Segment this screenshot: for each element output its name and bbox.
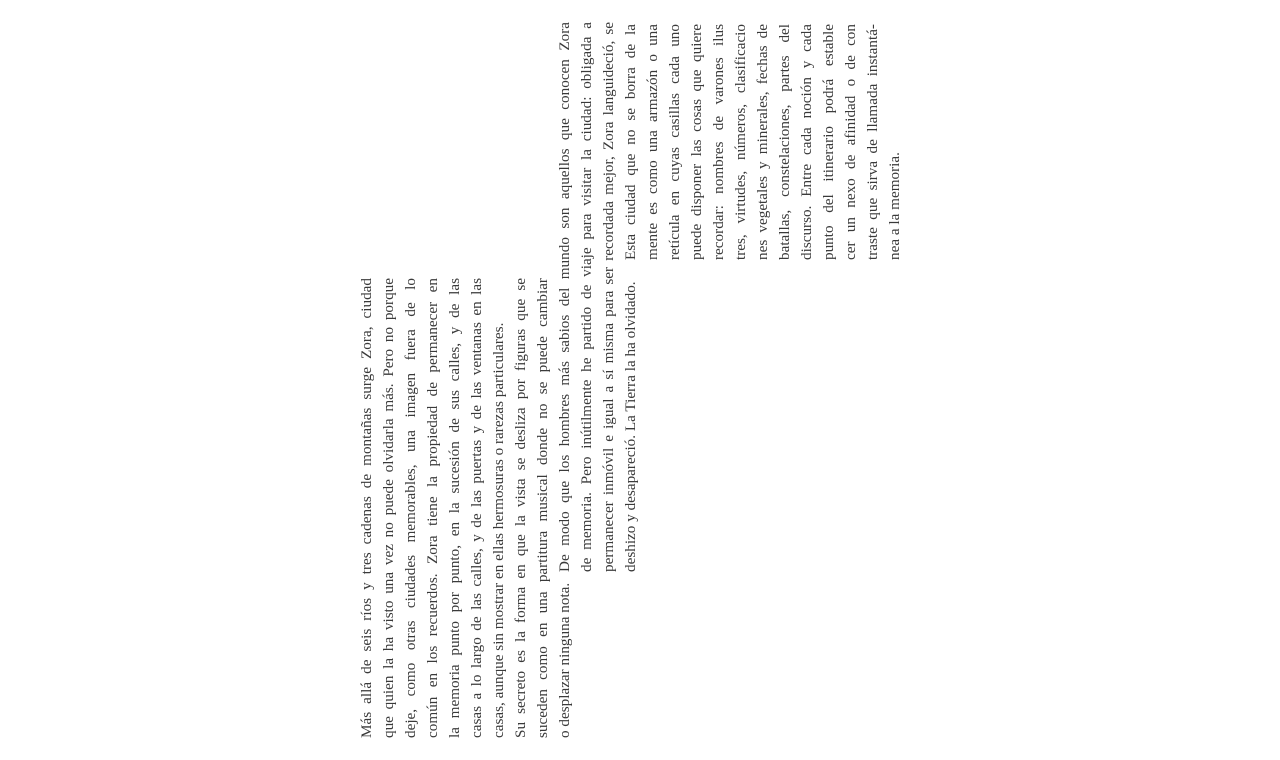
text-line: nes vegetales y minerales, fechas de: [754, 24, 771, 260]
text-line: de memoria. Pero inútilmente he partido de viaje para visitar la ciudad: obligada a: [578, 22, 595, 572]
text-line: puede disponer las cosas que quiere: [688, 24, 705, 260]
text-line: batallas, constelaciones, partes del: [776, 24, 793, 260]
text-line: Su secreto es la forma en que la vista se desliza por figuras que se: [512, 278, 529, 738]
text-line: casas a lo largo de las calles, y de las puertas y de las ventanas en las: [468, 278, 485, 738]
text-line: cer un nexo de afinidad o de con: [842, 24, 859, 260]
text-line: Esta ciudad que no se borra de la: [622, 24, 639, 260]
text-line: la memoria punto por punto, en la sucesión de sus calles, y de las: [446, 278, 463, 738]
text-line: punto del itinerario podrá estable: [820, 24, 837, 260]
text-line: o desplazar ninguna nota.: [556, 582, 573, 738]
text-line: tres, virtudes, números, clasificacio: [732, 24, 749, 260]
text-line: deje, como otras ciudades memorables, una imagen fuera de lo: [402, 278, 419, 738]
text-line: deshizo y desapareció. La Tierra la ha olvidado.: [622, 281, 639, 572]
text-line: retícula en cuyas casillas cada uno: [666, 24, 683, 260]
text-line: que quien la ha visto una vez no puede olvidarla más. Pero no porque: [380, 278, 397, 738]
text-line: De modo que los hombres más sabios del mundo son aquellos que conocen Zora: [556, 22, 573, 572]
text-line: traste que sirva de llamada instantá-: [864, 24, 881, 260]
text-line: común en los recuerdos. Zora tiene la propiedad de permanecer en: [424, 278, 441, 738]
text-line: permanecer inmóvil e igual a sí misma para ser recordada mejor, Zora languideció, se: [600, 22, 617, 572]
text-line: discurso. Entre cada noción y cada: [798, 24, 815, 260]
text-line: recordar: nombres de varones ilus: [710, 24, 727, 260]
text-line: mente es como una armazón o una: [644, 24, 661, 260]
text-line: Más allá de seis ríos y tres cadenas de montañas surge Zora, ciudad: [358, 278, 375, 738]
text-line: suceden como en una partitura musical donde no se puede cambiar: [534, 278, 551, 738]
text-line: nea a la memoria.: [886, 152, 903, 260]
text-line: casas, aunque sin mostrar en ellas hermosuras o rarezas particulares.: [490, 322, 507, 738]
